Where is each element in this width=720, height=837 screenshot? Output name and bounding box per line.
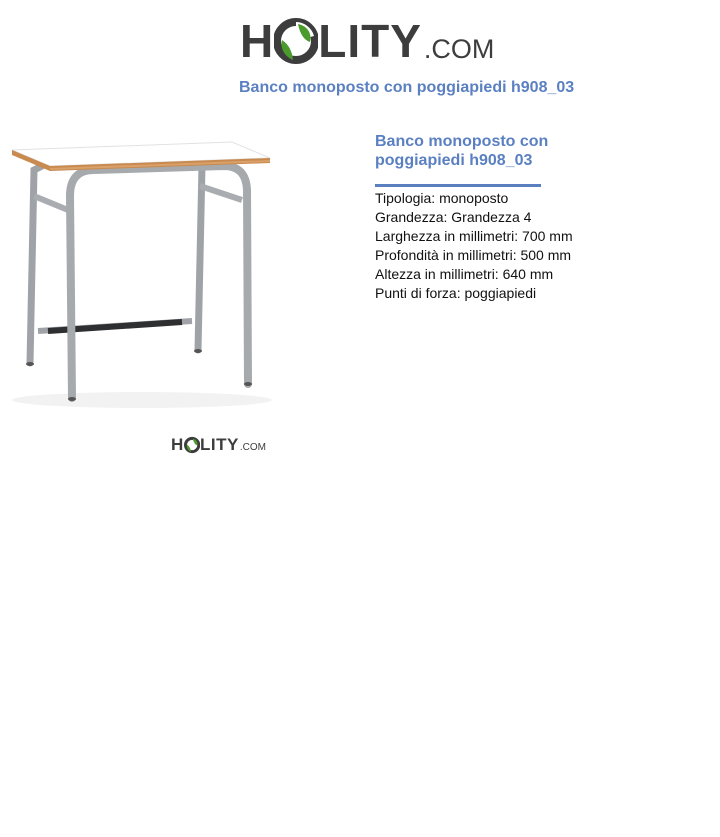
- logo-domain: .COM: [423, 34, 495, 64]
- spec-tipologia: Tipologia: monoposto: [375, 190, 509, 206]
- title-divider: [375, 184, 541, 187]
- spec-list: [375, 189, 695, 303]
- logo-letter-h: H: [240, 15, 275, 67]
- watermark-domain: .COM: [239, 442, 266, 453]
- spec-altezza: Altezza in millimetri: 640 mm: [375, 266, 554, 282]
- product-title-line2: poggiapiedi h908_03: [375, 152, 533, 169]
- product-info: [375, 132, 695, 303]
- logo-letters-lity: LITY: [318, 15, 422, 67]
- spec-grandezza: Grandezza: Grandezza 4: [375, 209, 532, 225]
- spec-larghezza: Larghezza in millimetri: 700 mm: [375, 228, 573, 244]
- holity-logo[interactable]: [240, 10, 495, 67]
- logo-ring-icon: [274, 18, 318, 64]
- spec-punti-di-forza: Punti di forza: poggiapiedi: [375, 285, 537, 301]
- watermark-logo: [171, 432, 266, 454]
- product-title-line1: Banco monoposto con: [375, 133, 549, 150]
- product-title: [375, 132, 575, 170]
- watermark-letters-lity: LITY: [200, 435, 239, 454]
- watermark-letter-h: H: [171, 435, 184, 454]
- product-image: [2, 118, 284, 418]
- watermark-ring-icon: [184, 436, 200, 454]
- page-title: Banco monoposto con poggiapiedi h908_03: [239, 79, 575, 96]
- spec-profondita: Profondità in millimetri: 500 mm: [375, 247, 572, 263]
